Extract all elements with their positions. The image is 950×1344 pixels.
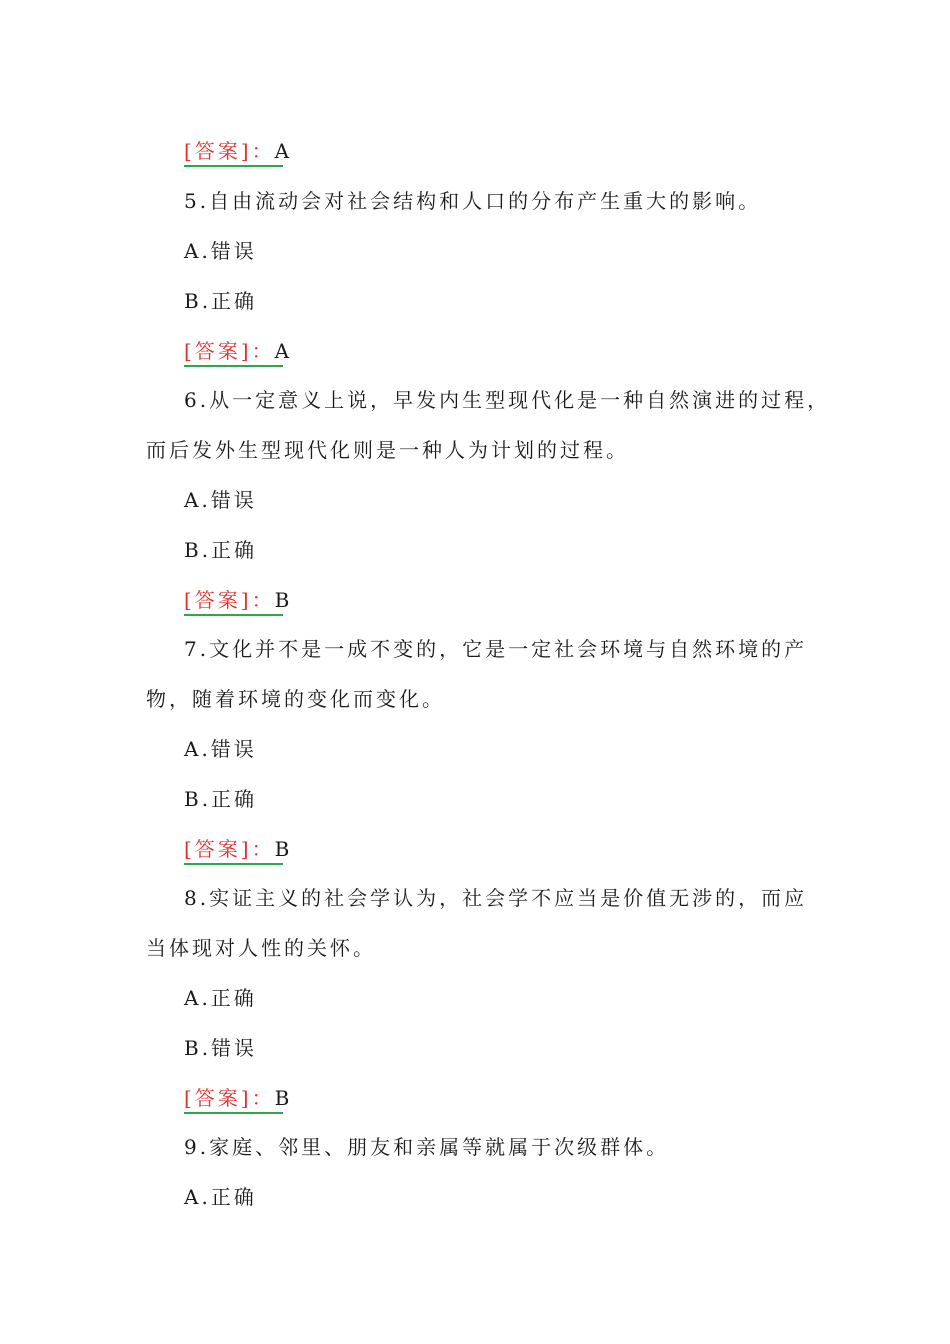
answer-line bbox=[184, 834, 289, 864]
answer-value: B bbox=[274, 1086, 290, 1110]
answer-label: [答案]： bbox=[184, 336, 275, 366]
question-6-stem-line-1: 6.从一定意义上说，早发内生型现代化是一种自然演进的过程， bbox=[184, 388, 831, 412]
question-7-stem-line-2: 物，随着环境的变化而变化。 bbox=[146, 687, 445, 711]
answer-value: A bbox=[274, 139, 290, 163]
answer-value: B bbox=[274, 837, 290, 861]
answer-line bbox=[184, 136, 289, 166]
question-5-stem: 5.自由流动会对社会结构和人口的分布产生重大的影响。 bbox=[184, 189, 762, 213]
question-9-stem: 9.家庭、邻里、朋友和亲属等就属于次级群体。 bbox=[184, 1135, 670, 1159]
answer-value: B bbox=[274, 588, 290, 612]
question-7-stem-line-1: 7.文化并不是一成不变的，它是一定社会环境与自然环境的产 bbox=[184, 637, 808, 661]
question-8-option-b: B.错误 bbox=[184, 1036, 258, 1060]
question-7-option-b: B.正确 bbox=[184, 787, 258, 811]
question-5-option-b: B.正确 bbox=[184, 289, 258, 313]
question-8-option-a: A.正确 bbox=[184, 986, 257, 1010]
question-6-option-b: B.正确 bbox=[184, 538, 258, 562]
question-5-option-a: A.错误 bbox=[184, 239, 257, 263]
answer-label: [答案]： bbox=[184, 585, 275, 615]
answer-value: A bbox=[274, 339, 290, 363]
answer-label: [答案]： bbox=[184, 834, 275, 864]
question-6-option-a: A.错误 bbox=[184, 488, 257, 512]
question-8-stem-line-1: 8.实证主义的社会学认为，社会学不应当是价值无涉的，而应 bbox=[184, 886, 808, 910]
question-8-stem-line-2: 当体现对人性的关怀。 bbox=[146, 936, 376, 960]
answer-label: [答案]： bbox=[184, 136, 275, 166]
question-9-option-a: A.正确 bbox=[184, 1185, 257, 1209]
answer-line bbox=[184, 585, 289, 615]
answer-line bbox=[184, 336, 289, 366]
answer-label: [答案]： bbox=[184, 1083, 275, 1113]
question-6-stem-line-2: 而后发外生型现代化则是一种人为计划的过程。 bbox=[146, 438, 629, 462]
answer-line bbox=[184, 1083, 289, 1113]
question-7-option-a: A.错误 bbox=[184, 737, 257, 761]
